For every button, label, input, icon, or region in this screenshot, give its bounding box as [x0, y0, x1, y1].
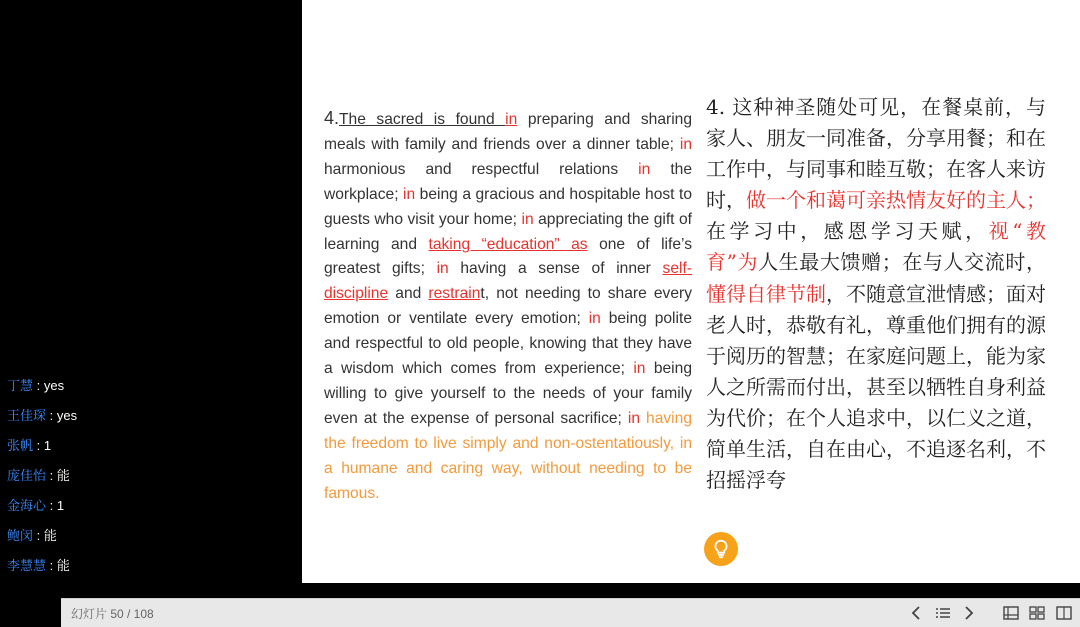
chat-sender: 张帆 — [7, 438, 34, 453]
text-span: harmonious and respectful relations — [324, 160, 639, 178]
chat-message: 金海心 : 1 — [7, 498, 65, 513]
highlight-phrase: restrain — [428, 285, 481, 303]
chat-sender: 庞佳怡 — [7, 468, 47, 483]
text-span: being a gracious and hospitable host to guests who visit your home; — [324, 185, 692, 228]
item-number: 4. — [324, 108, 340, 128]
highlight-phrase: self-discipline — [324, 260, 692, 303]
chat-sender: 王佳琛 — [7, 408, 47, 423]
list-icon[interactable] — [933, 603, 953, 623]
text-span: having a sense of inner — [448, 260, 663, 278]
status-strip — [0, 598, 61, 627]
highlight-phrase: 做一个和蔼可亲热情友好的主人； — [746, 188, 1046, 213]
lightbulb-icon[interactable] — [704, 532, 738, 566]
keyword-in: in — [633, 360, 646, 378]
chat-text: yes — [56, 408, 78, 423]
chat-message: 鲍闵 : 能 — [7, 528, 57, 543]
chat-sender: 鲍闵 — [7, 528, 34, 543]
text-span: t, not needing to share every emotion or ventilate every emotion; — [324, 285, 692, 328]
highlight-phrase: 视“教育”为 — [706, 219, 1046, 275]
chevron-left-icon[interactable] — [906, 603, 926, 623]
reading-view-glyph — [1056, 606, 1072, 620]
chat-text: 1 — [56, 498, 65, 513]
list-glyph — [935, 607, 951, 619]
keyword-in: in — [627, 409, 641, 427]
status-bar — [61, 598, 1080, 627]
keyword-in: in — [679, 135, 692, 153]
chat-sender: 李慧慧 — [7, 558, 47, 573]
text-span: one of life’s greatest gifts; — [324, 235, 693, 278]
chat-text: 1 — [43, 438, 52, 453]
chinese-paragraph — [706, 92, 1046, 496]
keyword-in: in — [638, 160, 651, 178]
keyword-in: in — [521, 210, 534, 228]
text-span: being polite and respectful to old people, knowing that they have a wisdom which comes from experience; — [324, 310, 692, 378]
chat-text: 能 — [43, 528, 57, 543]
reading-view-icon[interactable] — [1054, 603, 1074, 623]
chevron-right-glyph — [964, 606, 974, 620]
keyword-in: in — [436, 260, 449, 278]
chat-sender: 丁慧 — [7, 378, 34, 393]
lightbulb-glyph — [710, 538, 732, 560]
english-paragraph — [324, 106, 692, 507]
chat-message: 庞佳怡 : 能 — [7, 468, 70, 483]
text-span: preparing and sharing meals with family and friends over a dinner table; — [324, 111, 692, 153]
chat-panel — [0, 0, 302, 598]
keyword-in: in — [588, 310, 601, 328]
text-span: ，不随意宣泄情感；面对老人时，恭敬有礼，尊重他们拥有的源于阅历的智慧；在家庭问题上，能为家人之所需而付出，甚至以牺牲自身利益为代价；在个人追求中，以仁义之道，简单生活，自在由心，不追逐名利，不招摇浮夸 — [706, 281, 1046, 493]
text-span: being willing to give yourself to the needs of your family even at the expense of personal sacrifice; — [324, 360, 692, 427]
highlight-phrase: taking “education” as — [428, 235, 588, 253]
keyword-in: in — [505, 111, 518, 128]
text-span: appreciating the gift of learning and — [324, 210, 692, 253]
slide-sorter-glyph — [1029, 606, 1045, 620]
text-span: The sacred is found — [339, 111, 506, 128]
normal-view-glyph — [1003, 606, 1019, 620]
slide-canvas — [302, 0, 1080, 583]
text-span: the workplace; — [324, 160, 693, 203]
chat-text: yes — [43, 378, 65, 393]
keyword-in: in — [403, 185, 416, 203]
highlight-phrase: 懂得自律节制 — [706, 281, 826, 306]
slide-counter: 幻灯片 50 / 108 — [71, 607, 154, 621]
chat-message: 李慧慧 : 能 — [7, 558, 70, 573]
chat-message: 张帆 : 1 — [7, 438, 52, 453]
text-span: 4. 这种神圣随处可见，在餐桌前，与家人、朋友一同准备，分享用餐；和在工作中，与同事和睦互敬；在客人来访时， — [706, 95, 1046, 213]
chevron-left-glyph — [911, 606, 921, 620]
chat-sender: 金海心 — [7, 498, 47, 513]
text-span: and — [388, 285, 429, 303]
text-span: 人生最大馈赠；在与人交流时， — [758, 250, 1046, 275]
highlight-phrase: having the freedom to live simply and non-ostentatiously, in a humane and caring way, without needing to be famous. — [324, 409, 692, 502]
chevron-right-icon[interactable] — [959, 603, 979, 623]
chat-message: 王佳琛 : yes — [7, 408, 78, 423]
chat-message: 丁慧 : yes — [7, 378, 65, 393]
text-span: 在学习中，感恩学习天赋， — [706, 219, 989, 244]
chat-text: 能 — [56, 468, 70, 483]
slide-sorter-icon[interactable] — [1027, 603, 1047, 623]
chat-text: 能 — [56, 558, 70, 573]
normal-view-icon[interactable] — [1001, 603, 1021, 623]
